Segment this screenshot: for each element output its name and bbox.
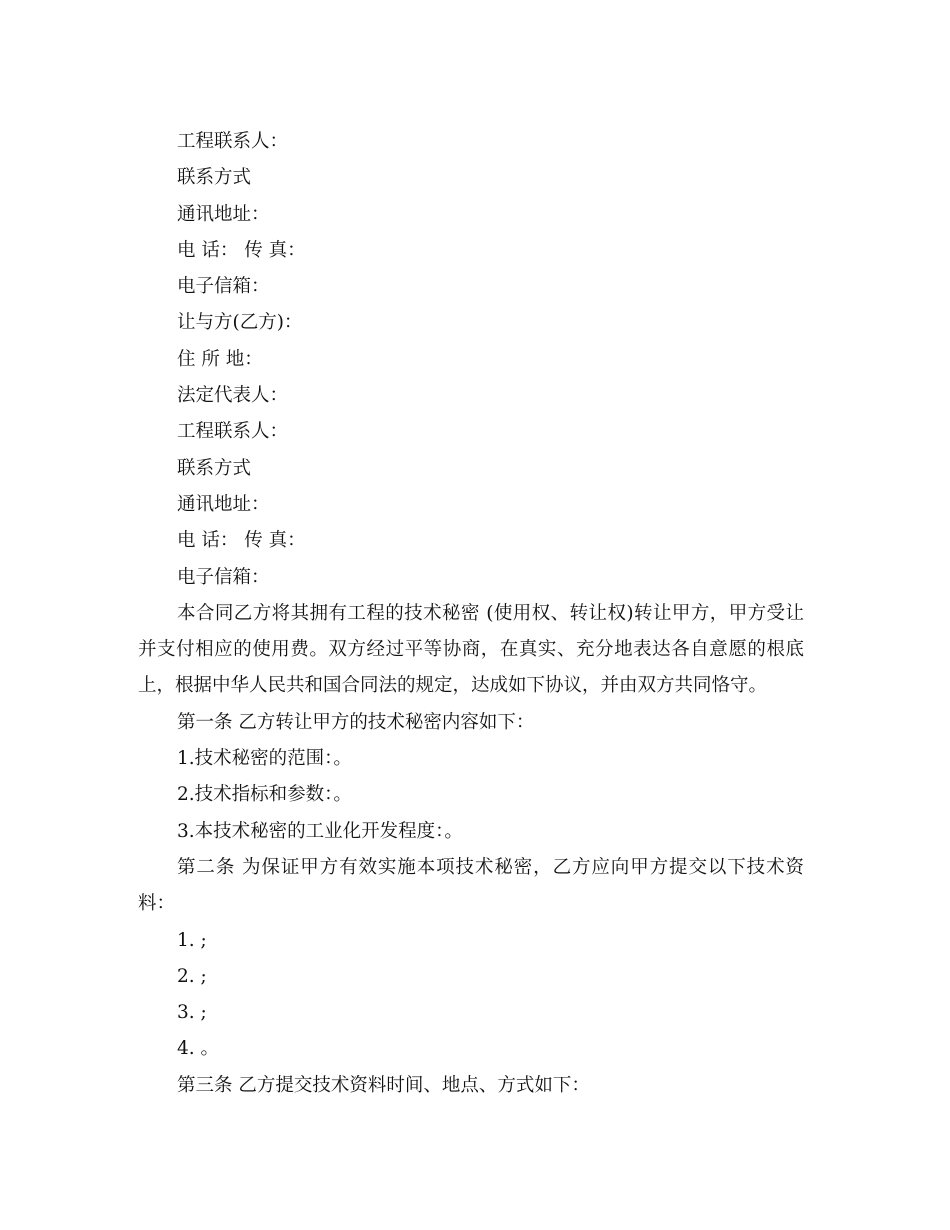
party-a-project-contact: 工程联系人： <box>177 131 289 152</box>
party-a-email: 电子信箱： <box>177 276 270 298</box>
party-a-mailing-address: 通讯地址： <box>177 203 270 225</box>
party-b-contact-method: 联系方式 <box>177 457 252 479</box>
preamble-paragraph: 本合同乙方将其拥有工程的技术秘密 (使用权、转让权)转让甲方，甲方受让并支付相应的使用费。双方经过平等协商，在真实、充分地表达各自意愿的根底上，根据中华人民共和国合同法的规定，达成如下协议，并由双方共同恪守。 <box>138 602 804 697</box>
contract-body <box>138 124 804 1104</box>
party-a-phone-fax: 电 话： 传 真： <box>177 239 306 261</box>
article-2-item: 3. ; <box>177 1002 207 1024</box>
party-a-contact-method: 联系方式 <box>177 167 252 189</box>
article-2-item: 4. 。 <box>177 1038 220 1060</box>
article-1-item: 1.技术秘密的范围：。 <box>177 748 352 770</box>
article-2-item: 2. ; <box>177 965 207 987</box>
article-1-item: 3.本技术秘密的工业化开发程度：。 <box>177 820 463 842</box>
article-2-heading: 第二条 为保证甲方有效实施本项技术秘密，乙方应向甲方提交以下技术资料： <box>138 856 804 915</box>
party-b-mailing-address: 通讯地址： <box>177 493 270 515</box>
party-b-residence: 住 所 地： <box>177 348 263 370</box>
party-b-project-contact: 工程联系人： <box>177 421 289 443</box>
article-2-item: 1. ; <box>177 929 207 951</box>
article-1-heading: 第一条 乙方转让甲方的技术秘密内容如下： <box>177 711 535 733</box>
article-3-heading: 第三条 乙方提交技术资料时间、地点、方式如下： <box>177 1074 590 1096</box>
party-b-legal-rep: 法定代表人： <box>177 385 289 407</box>
party-b-phone-fax: 电 话： 传 真： <box>177 530 306 552</box>
party-b-heading: 让与方(乙方)： <box>177 312 303 334</box>
article-1-item: 2.技术指标和参数：。 <box>177 784 352 806</box>
party-b-email: 电子信箱： <box>177 566 270 588</box>
